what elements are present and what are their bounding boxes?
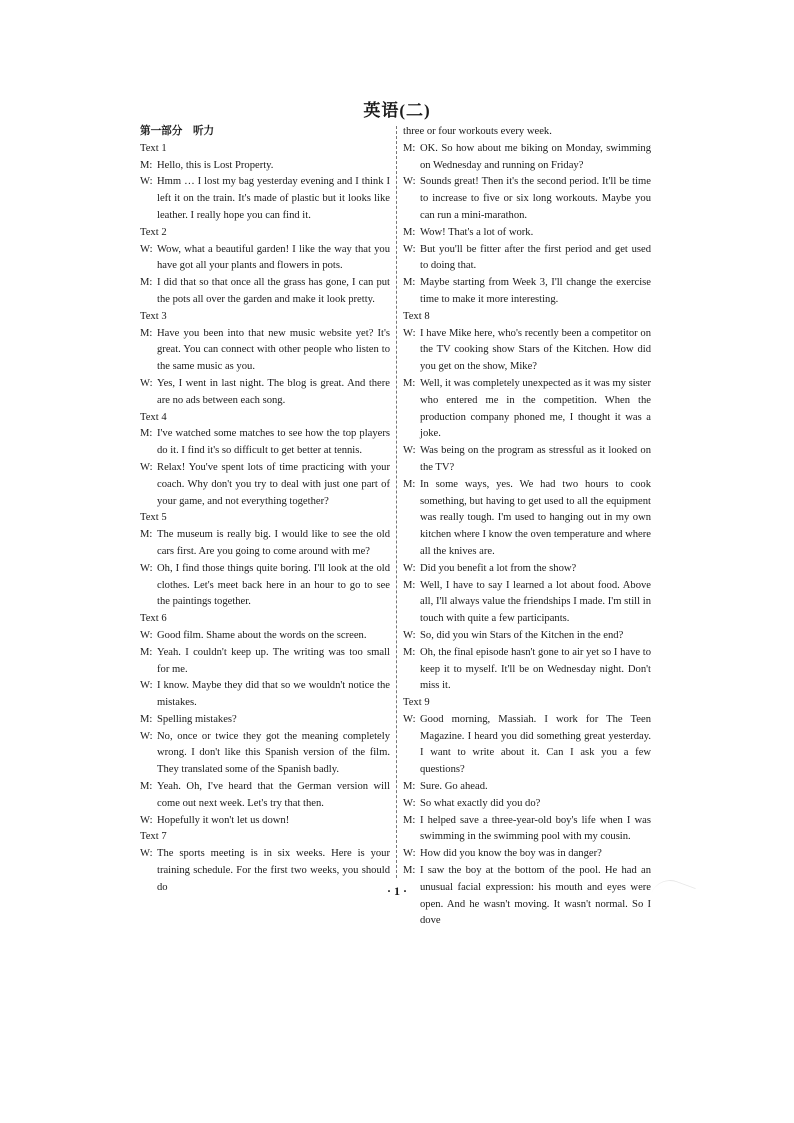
speaker-tag: W: <box>403 176 416 188</box>
dialogue-line <box>403 225 651 242</box>
speaker-tag: M: <box>403 478 416 490</box>
right-flow <box>403 124 651 930</box>
speaker-tag: M: <box>403 579 416 591</box>
speaker-tag: W: <box>140 176 153 188</box>
dialogue-text: I helped save a three-year-old boy's life when I was swimming in the swimming pool with my cousin. <box>420 814 651 843</box>
speaker-tag: W: <box>140 243 153 255</box>
speaker-tag: W: <box>403 713 416 725</box>
dialogue-line <box>140 242 390 276</box>
dialogue-line <box>140 712 390 729</box>
dialogue-text: Wow, what a beautiful garden! I like the way that you have got all your plants and flowers in pots. <box>157 243 390 272</box>
text-label: Text 3 <box>140 310 167 322</box>
dialogue-line <box>403 561 651 578</box>
dialogue-text: Yeah. I couldn't keep up. The writing was too small for me. <box>157 646 390 675</box>
dialogue-line <box>140 527 390 561</box>
dialogue-line <box>140 813 390 830</box>
speaker-tag: M: <box>403 142 416 154</box>
dialogue-text: Yes, I went in last night. The blog is great. And there are no ads between each song. <box>157 377 390 406</box>
dialogue-text: I've watched some matches to see how the top players do it. I find it's so difficult to get better at tennis. <box>157 428 390 457</box>
speaker-tag: W: <box>403 629 416 641</box>
dialogue-text: Well, it was completely unexpected as it was my sister who entered me in the competition. When the production company phoned me, I thought it was a joke. <box>420 377 651 440</box>
dialogue-text: Good film. Shame about the words on the screen. <box>157 629 367 641</box>
text-label: Text 5 <box>140 512 167 524</box>
speaker-tag: M: <box>403 865 416 877</box>
dialogue-text: Maybe starting from Week 3, I'll change the exercise time to make it more interesting. <box>420 277 651 305</box>
dialogue-line <box>140 779 390 813</box>
dialogue-text: But you'll be fitter after the first period and get used to doing that. <box>420 243 651 272</box>
dialogue-line <box>403 376 651 443</box>
dialogue-line <box>403 712 651 779</box>
dialogue-line <box>140 158 390 175</box>
dialogue-line <box>140 326 390 376</box>
speaker-tag: W: <box>403 562 416 574</box>
dialogue-line <box>403 645 651 695</box>
dialogue-text: I know. Maybe they did that so we wouldn't notice the mistakes. <box>157 680 390 709</box>
speaker-tag: M: <box>140 277 153 289</box>
dialogue-text: Yeah. Oh, I've heard that the German version will come out next week. Let's try that then. <box>157 781 390 809</box>
dialogue-text: Well, I have to say I learned a lot about food. Above all, I'll always value the friendships I made. I'm still in touch with quite a few participants. <box>420 579 651 625</box>
dialogue-line <box>140 174 390 224</box>
dialogue-line <box>403 326 651 376</box>
text-label: Text 1 <box>140 142 167 154</box>
speaker-tag: W: <box>403 445 416 457</box>
dialogue-text: No, once or twice they got the meaning completely wrong. I don't like this Spanish version of the film. They translated some of the Spanish badly. <box>157 730 390 776</box>
text-label: Text 9 <box>403 697 430 709</box>
dialogue-line <box>140 376 390 410</box>
speaker-tag: W: <box>140 680 153 692</box>
dialogue-line <box>140 460 390 510</box>
dialogue-line <box>403 846 651 863</box>
dialogue-text: Spelling mistakes? <box>157 713 237 725</box>
dialogue-line <box>140 561 390 611</box>
speaker-tag: W: <box>403 243 416 255</box>
dialogue-text: I saw the boy at the bottom of the pool. He had an unusual facial expression: his mouth and eyes were open. And he wasn't moving. It wasn't normal. So I dove <box>420 865 651 927</box>
left-column <box>140 124 390 897</box>
dialogue-text: Wow! That's a lot of work. <box>420 226 534 238</box>
speaker-tag: M: <box>403 814 416 826</box>
speaker-tag: M: <box>140 713 153 725</box>
text-label: Text 7 <box>140 831 167 843</box>
speaker-tag: M: <box>403 226 416 238</box>
dialogue-text: The sports meeting is in six weeks. Here is your training schedule. For the first two weeks, you should do <box>157 848 390 893</box>
speaker-tag: W: <box>140 562 153 574</box>
section-heading: 第一部分 听力 <box>140 126 215 137</box>
speaker-tag: W: <box>140 848 153 860</box>
speaker-tag: M: <box>403 781 416 793</box>
speaker-tag: W: <box>140 730 153 742</box>
dialogue-line <box>140 426 390 460</box>
speaker-tag: W: <box>140 461 153 473</box>
speaker-tag: W: <box>403 797 416 809</box>
dialogue-line <box>403 477 651 561</box>
dialogue-text: Was being on the program as stressful as it looked on the TV? <box>420 445 651 473</box>
dialogue-text: How did you know the boy was in danger? <box>420 848 602 860</box>
dialogue-text: So, did you win Stars of the Kitchen in the end? <box>420 629 624 641</box>
column-divider <box>396 126 397 878</box>
dialogue-text: Have you been into that new music website yet? It's great. You can connect with other people who listen to the same music as you. <box>157 327 390 373</box>
dialogue-line <box>403 174 651 224</box>
dialogue-line <box>403 275 651 309</box>
dialogue-line <box>140 678 390 712</box>
dialogue-text: Hmm … I lost my bag yesterday evening and I think I left it on the train. It's made of plastic but it looks like leather. I really hope you can find it. <box>157 176 390 221</box>
scan-mark <box>644 874 696 926</box>
page-number: · 1 · <box>386 884 407 898</box>
dialogue-line <box>140 645 390 679</box>
dialogue-line <box>140 729 390 779</box>
right-column <box>403 124 651 930</box>
speaker-tag: W: <box>403 848 416 860</box>
dialogue-line <box>403 578 651 628</box>
speaker-tag: W: <box>140 814 153 826</box>
dialogue-line <box>403 779 651 796</box>
speaker-tag: M: <box>403 646 416 658</box>
dialogue-text: So what exactly did you do? <box>420 797 541 809</box>
dialogue-line <box>140 275 390 309</box>
left-flow <box>140 141 390 897</box>
dialogue-text: Good morning, Massiah. I work for The Teen Magazine. I heard you did something great yesterday. I want to write about it. Can I ask you a few questions? <box>420 713 651 776</box>
speaker-tag: W: <box>140 629 153 641</box>
speaker-tag: M: <box>140 646 153 658</box>
text-label: Text 6 <box>140 613 167 625</box>
dialogue-text: Sounds great! Then it's the second period. It'll be time to increase to five or six long workouts. Maybe you can run a mini-marathon. <box>420 176 651 221</box>
speaker-tag: W: <box>403 327 416 339</box>
dialogue-text: Did you benefit a lot from the show? <box>420 562 577 574</box>
text-label: Text 2 <box>140 226 167 238</box>
text-label: Text 8 <box>403 310 430 322</box>
speaker-tag: M: <box>140 428 153 440</box>
dialogue-line <box>403 628 651 645</box>
dialogue-text: Oh, the final episode hasn't gone to air yet so I have to keep it to myself. It'll be on Wednesday night. Don't miss it. <box>420 646 651 692</box>
text-label: Text 4 <box>140 411 167 423</box>
speaker-tag: M: <box>140 159 153 171</box>
speaker-tag: M: <box>140 529 153 541</box>
dialogue-line <box>403 813 651 847</box>
dialogue-text: In some ways, yes. We had two hours to cook something, but having to get used to all the equipment was really tough. I'm used to hanging out in my own kitchen where I know the oven temperature and where all the knives are. <box>420 478 651 557</box>
dialogue-text: The museum is really big. I would like to see the old cars first. Are you going to come around with me? <box>157 529 390 557</box>
dialogue-text: I have Mike here, who's recently been a competitor on the TV cooking show Stars of the Kitchen. How did you get on the show, Mike? <box>420 327 651 373</box>
dialogue-line <box>403 796 651 813</box>
speaker-tag: M: <box>140 327 153 339</box>
speaker-tag: M: <box>403 277 416 289</box>
continued-line: three or four workouts every week. <box>403 126 552 137</box>
page-title: 英语(二) <box>363 101 431 120</box>
dialogue-text: Hello, this is Lost Property. <box>157 159 274 171</box>
dialogue-line <box>140 628 390 645</box>
dialogue-text: I did that so that once all the grass has gone, I can put the pots all over the garden and make it look pretty. <box>157 277 390 305</box>
dialogue-text: OK. So how about me biking on Monday, swimming on Wednesday and running on Friday? <box>420 142 651 171</box>
dialogue-line <box>403 141 651 175</box>
dialogue-text: Hopefully it won't let us down! <box>157 814 290 826</box>
dialogue-text: Relax! You've spent lots of time practicing with your coach. Why don't you try to deal with just one part of your game, and not everything together? <box>157 461 390 507</box>
dialogue-text: Oh, I find those things quite boring. I'll look at the old clothes. Let's meet back here in an hour to go to see the paintings together. <box>157 562 390 608</box>
dialogue-line <box>403 242 651 276</box>
speaker-tag: W: <box>140 377 153 389</box>
speaker-tag: M: <box>140 781 153 793</box>
speaker-tag: M: <box>403 377 416 389</box>
dialogue-text: Sure. Go ahead. <box>420 781 488 793</box>
dialogue-line <box>403 443 651 477</box>
